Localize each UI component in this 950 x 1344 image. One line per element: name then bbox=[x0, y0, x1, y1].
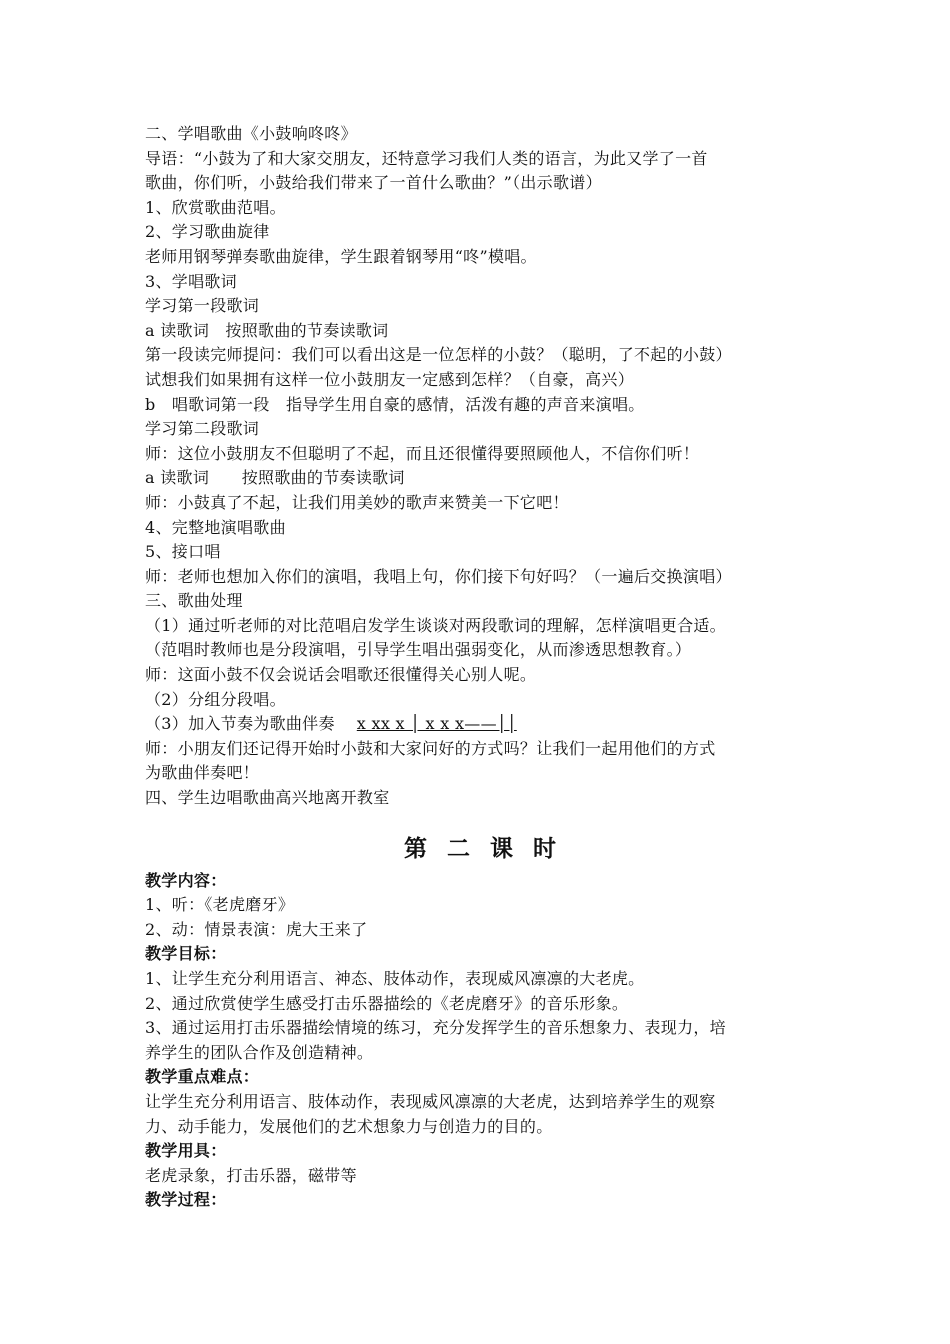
text-line: 歌曲，你们听，小鼓给我们带来了一首什么歌曲？”（出示歌谱） bbox=[145, 173, 602, 193]
text-line: 师：老师也想加入你们的演唱，我唱上句，你们接下句好吗？（一遍后交换演唱） bbox=[145, 566, 732, 586]
text-line: a 读歌词 按照歌曲的节奏读歌词 bbox=[145, 468, 405, 488]
text-line: 3、通过运用打击乐器描绘情境的练习，充分发挥学生的音乐想象力、表现力，培 bbox=[145, 1018, 726, 1038]
rhythm-prefix: （3）加入节奏为歌曲伴奏 bbox=[145, 714, 335, 734]
text-line: 为歌曲伴奏吧！ bbox=[145, 763, 260, 783]
text-line: 师：小鼓真了不起，让我们用美妙的歌声来赞美一下它吧！ bbox=[145, 492, 569, 512]
text-line: 学习第一段歌词 bbox=[145, 296, 260, 316]
text-line: 学习第二段歌词 bbox=[145, 419, 260, 439]
text-line: 2、动：情景表演：虎大王来了 bbox=[145, 919, 368, 939]
section-2 bbox=[145, 869, 815, 1213]
document-page bbox=[145, 122, 815, 1213]
text-line: 三、歌曲处理 bbox=[145, 591, 243, 611]
text-line: 2、学习歌曲旋律 bbox=[145, 222, 270, 242]
text-line: 1、听：《老虎磨牙》 bbox=[145, 895, 295, 915]
rhythm-notation: x xx x │ x x x——││ bbox=[356, 714, 517, 734]
key-points-heading: 教学重点难点： bbox=[145, 1067, 260, 1087]
text-line: 老虎录象，打击乐器，磁带等 bbox=[145, 1165, 357, 1185]
text-line: 2、通过欣赏使学生感受打击乐器描绘的《老虎磨牙》的音乐形象。 bbox=[145, 993, 629, 1013]
text-line: 导语：“小鼓为了和大家交朋友，还特意学习我们人类的语言，为此又学了一首 bbox=[145, 148, 708, 168]
text-line: 第一段读完师提问：我们可以看出这是一位怎样的小鼓？（聪明，了不起的小鼓） bbox=[145, 345, 732, 365]
text-line: 3、学唱歌词 bbox=[145, 271, 237, 291]
text-line: 四、学生边唱歌曲高兴地离开教室 bbox=[145, 788, 390, 808]
text-line: 5、接口唱 bbox=[145, 542, 221, 562]
text-line: 试想我们如果拥有这样一位小鼓朋友一定感到怎样？（自豪，高兴） bbox=[145, 369, 635, 389]
text-line: 让学生充分利用语言、肢体动作，表现威风凛凛的大老虎，达到培养学生的观察 bbox=[145, 1091, 716, 1111]
text-line: 1、欣赏歌曲范唱。 bbox=[145, 197, 286, 217]
lesson-2-title: 第二课时 bbox=[404, 834, 576, 862]
content-heading: 教学内容： bbox=[145, 870, 227, 890]
text-line: 4、完整地演唱歌曲 bbox=[145, 517, 286, 537]
section-1 bbox=[145, 122, 815, 811]
text-line: a 读歌词 按照歌曲的节奏读歌词 bbox=[145, 320, 389, 340]
text-line: 力、动手能力，发展他们的艺术想象力与创造力的目的。 bbox=[145, 1116, 553, 1136]
text-line: （2）分组分段唱。 bbox=[145, 689, 286, 709]
goals-heading: 教学目标： bbox=[145, 944, 227, 964]
tools-heading: 教学用具： bbox=[145, 1141, 227, 1161]
text-line: （1）通过听老师的对比范唱启发学生谈谈对两段歌词的理解，怎样演唱更合适。 bbox=[145, 615, 726, 635]
text-line: 师：这面小鼓不仅会说话会唱歌还很懂得关心别人呢。 bbox=[145, 665, 537, 685]
text-line: 二、学唱歌曲《小鼓响咚咚》 bbox=[145, 124, 357, 143]
text-line: 师：小朋友们还记得开始时小鼓和大家问好的方式吗？让我们一起用他们的方式 bbox=[145, 738, 716, 758]
text-line: 养学生的团队合作及创造精神。 bbox=[145, 1042, 374, 1062]
text-line: （范唱时教师也是分段演唱，引导学生唱出强弱变化，从而渗透思想教育。） bbox=[145, 640, 692, 660]
text-line: b 唱歌词第一段 指导学生用自豪的感情，活泼有趣的声音来演唱。 bbox=[145, 394, 645, 414]
process-heading: 教学过程： bbox=[145, 1190, 227, 1210]
text-line: 师：这位小鼓朋友不但聪明了不起，而且还很懂得要照顾他人，不信你们听！ bbox=[145, 443, 700, 463]
text-line: 1、让学生充分利用语言、神态、肢体动作，表现威风凛凛的大老虎。 bbox=[145, 969, 645, 988]
rhythm-line bbox=[145, 712, 815, 737]
text-line: 老师用钢琴弹奏歌曲旋律，学生跟着钢琴用“咚”模唱。 bbox=[145, 246, 537, 266]
